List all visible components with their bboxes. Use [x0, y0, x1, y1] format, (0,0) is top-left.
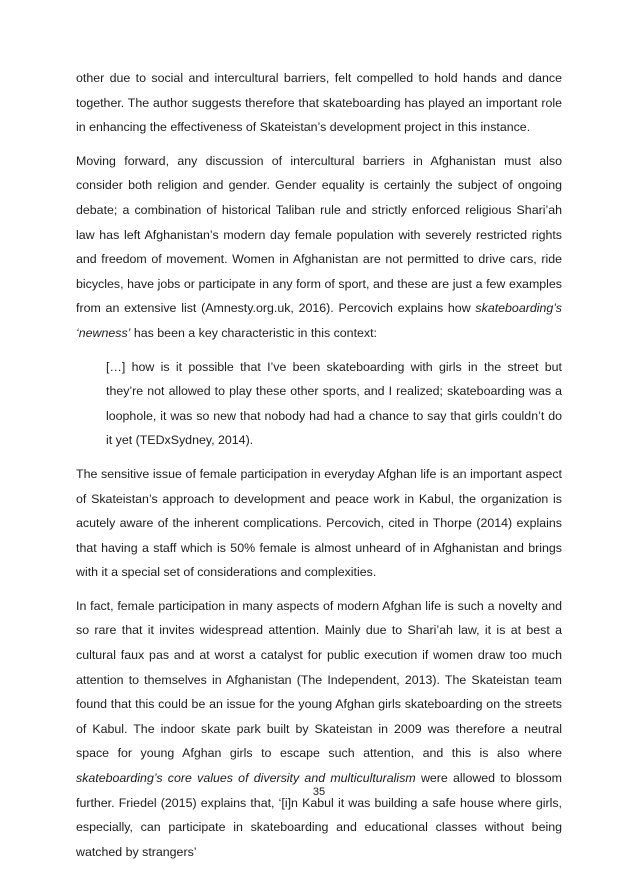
italic-run: skateboarding’s ‘newness’ — [76, 301, 562, 340]
paragraph-4 — [76, 594, 562, 865]
text-run: The sensitive issue of female participation in everyday Afghan life is an important aspect of Skateistan’s approach to development and peace work in Kabul, the organization is acutely aware of the inherent complications. Percovich, cited in Thorpe (2014) explains that having a staff which is 50% female is almost unheard of in Afghanistan and brings with it a special set of considerations and complexities. — [76, 466, 562, 580]
italic-run: skateboarding’s core values of diversity and multiculturalism — [76, 771, 416, 786]
text-run: […] how is it possible that I’ve been skateboarding with girls in the street but they’re not allowed to play these other sports, and I realized; skateboarding was a loophole, it was so new that nobody had had a chance to say that girls couldn’t do it yet (TEDxSydney, 2014). — [106, 359, 562, 448]
text-run: In fact, female participation in many aspects of modern Afghan life is such a novelty and so rare that it invites widespread attention. Mainly due to Shari’ah law, it is at best a cultural faux pas and at worst a catalyst for public execution if women draw too much attention to themselves in Afghanistan (The Independent, 2013). The Skateistan team found that this could be an issue for the young Afghan girls skateboarding on the streets of Kabul. The indoor skate park built by Skateistan in 2009 was therefore a neutral space for young Afghan girls to escape such attention, and this is also where — [76, 598, 562, 761]
paragraph-2 — [76, 149, 562, 346]
page-number: 35 — [312, 786, 326, 798]
text-run: has been a key characteristic in this context: — [130, 325, 377, 340]
body-text — [76, 66, 562, 873]
paragraph-1 — [76, 66, 562, 140]
text-run: were allowed to blossom further. Friedel (2015) explains that, ‘[i]n Kabul it was building a safe house where girls, especially, can participate in skateboarding and educational classes without being watched by strangers’ — [76, 771, 562, 859]
paragraph-3 — [76, 462, 562, 585]
block-quote — [106, 355, 562, 453]
text-run: Moving forward, any discussion of intercultural barriers in Afghanistan must also consider both religion and gender. Gender equality is certainly the subject of ongoing debate; a combination of historical Taliban rule and strictly enforced religious Shari’ah law has left Afghanistan’s modern day female population with severely restricted rights and freedom of movement. Women in Afghanistan are not permitted to drive cars, ride bicycles, have jobs or participate in any form of sport, and these are just a few examples from an extensive list (Amnesty.org.uk, 2016). Percovich explains how — [76, 153, 562, 316]
text-run: other due to social and intercultural barriers, felt compelled to hold hands and dance together. The author suggests therefore that skateboarding has played an important role in enhancing the effectiveness of Skateistan’s development project in this instance. — [76, 71, 562, 135]
